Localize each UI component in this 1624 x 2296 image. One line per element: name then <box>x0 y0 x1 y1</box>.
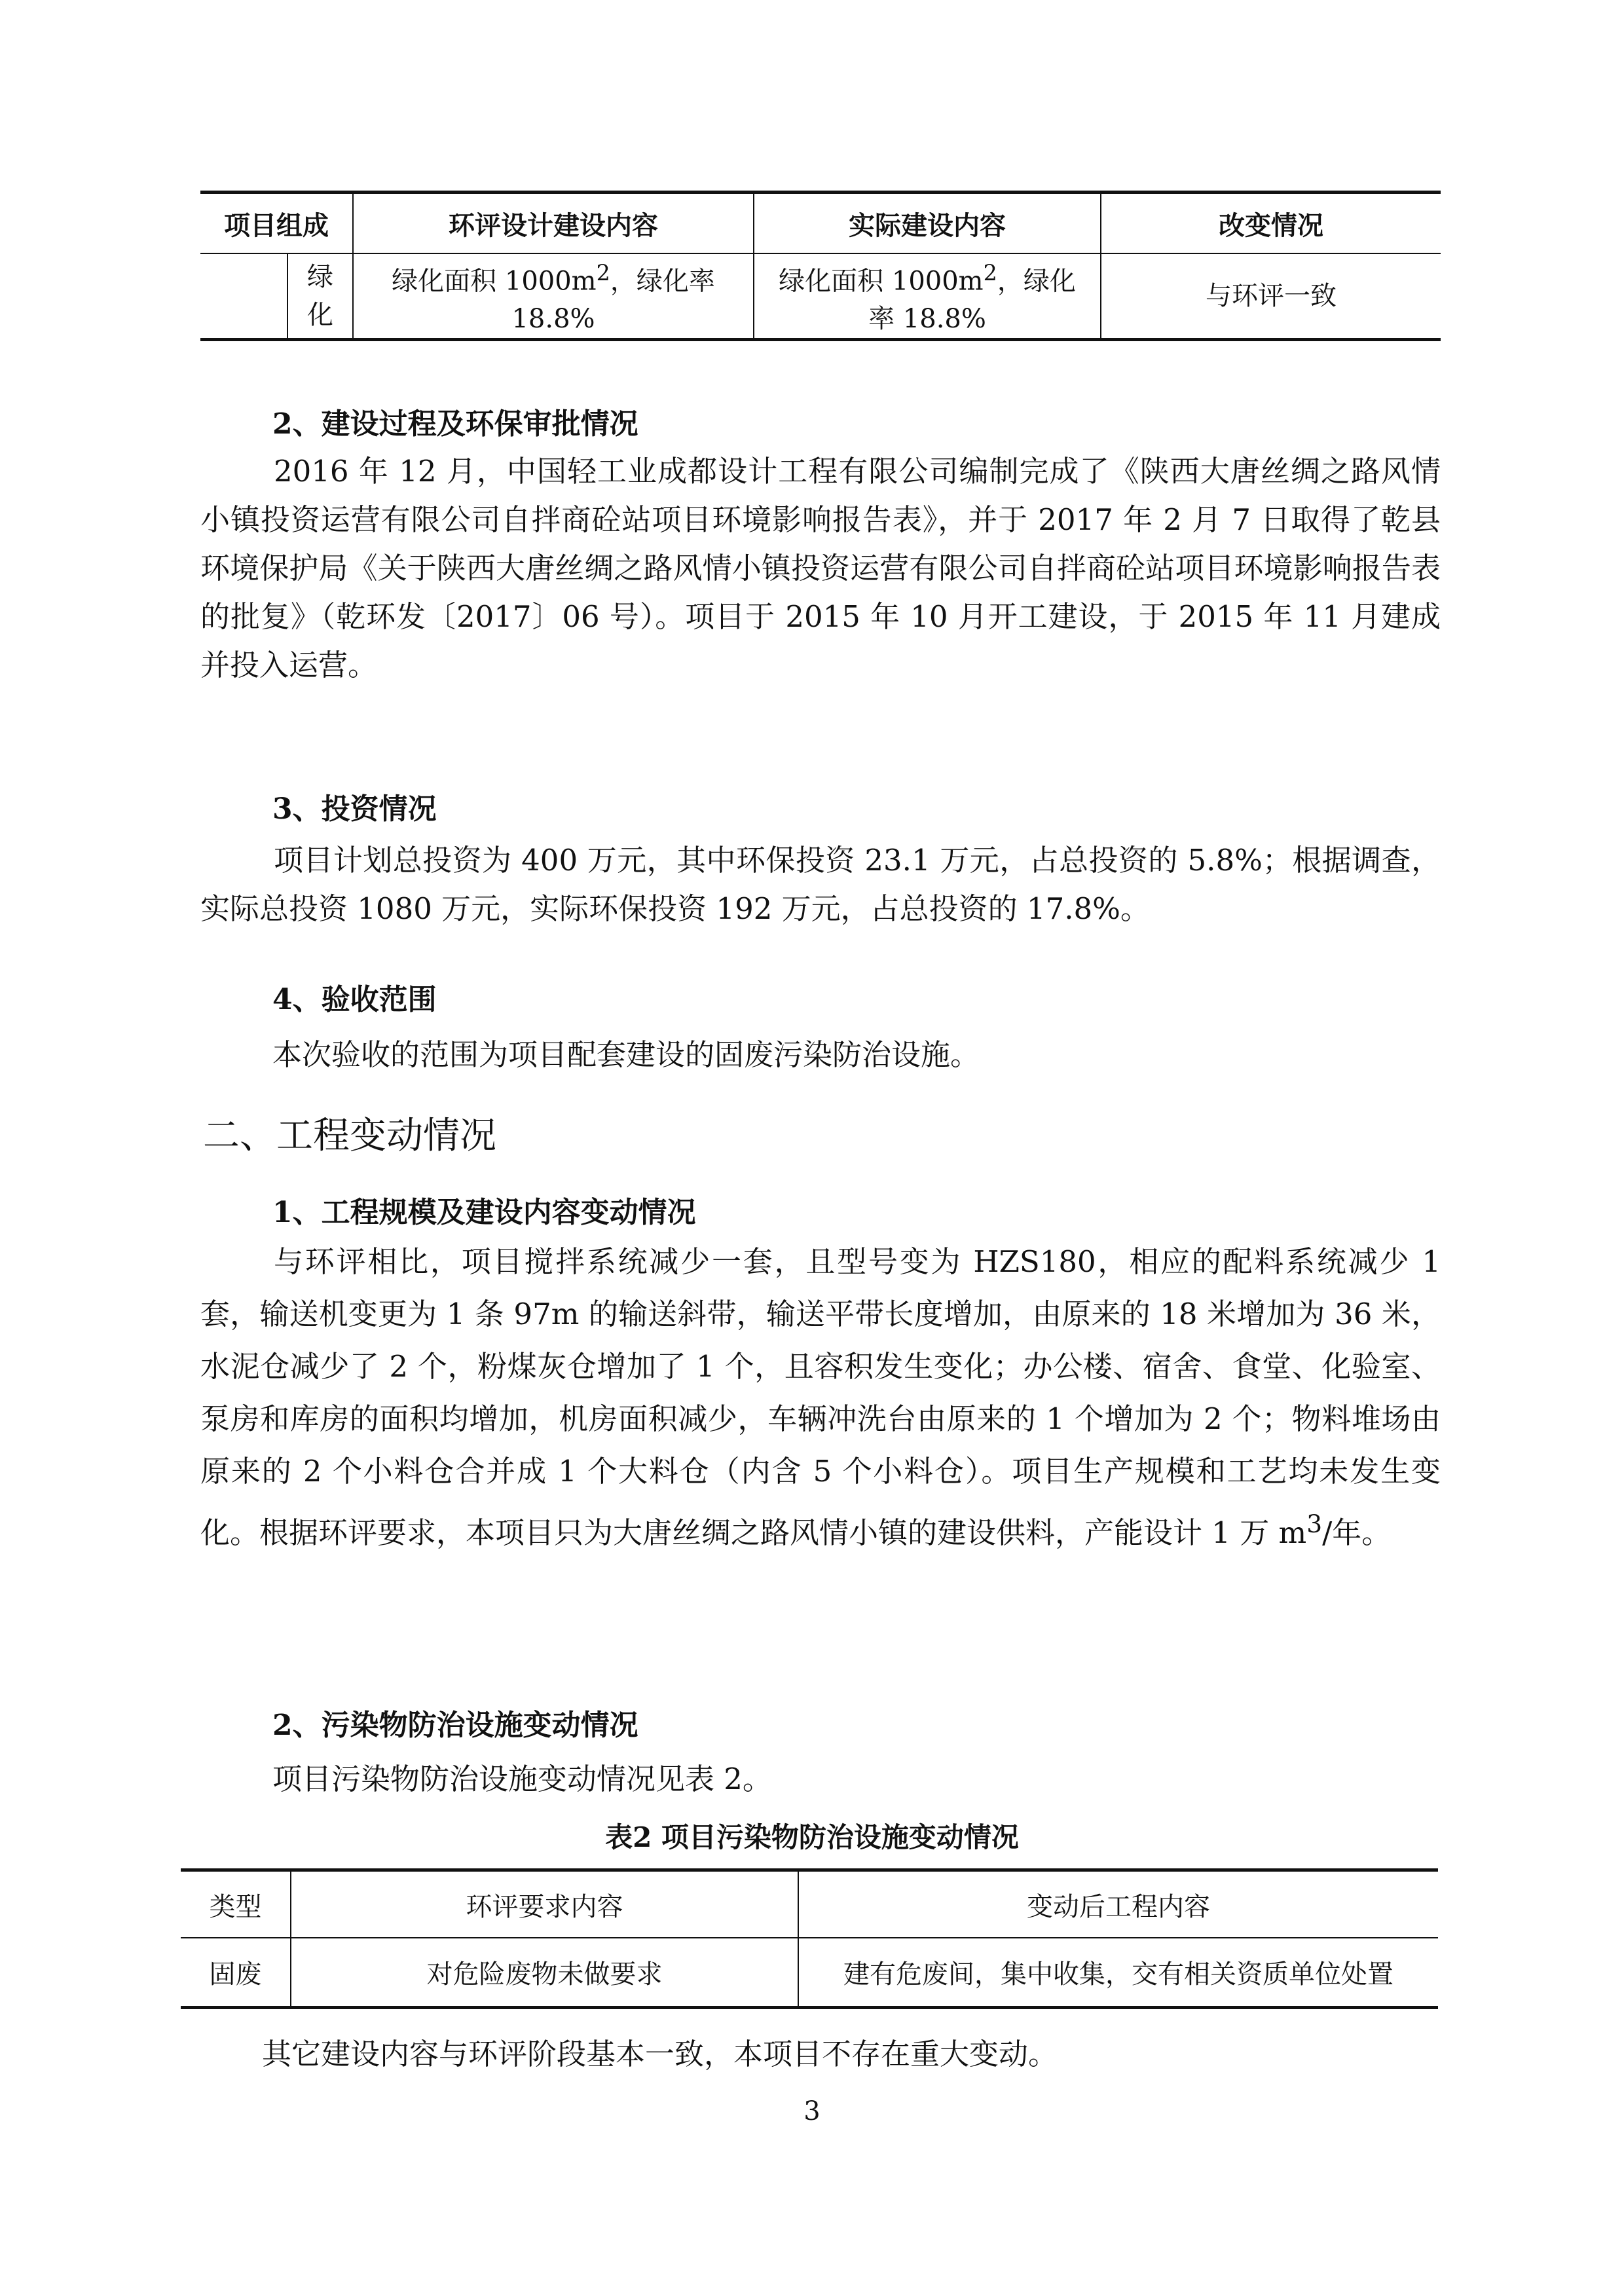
table-row <box>200 253 1441 340</box>
pollution-facility-table <box>181 1868 1438 2009</box>
table-header-cell: 类型 <box>181 1870 291 1938</box>
category-char: 化 <box>307 300 333 331</box>
table-header-cell: 变动后工程内容 <box>798 1870 1438 1938</box>
table-cell: 固废 <box>209 1959 262 1990</box>
paragraph-changes <box>200 1236 1441 1559</box>
table-header-cell: 环评设计建设内容 <box>353 193 754 254</box>
section-heading-investment: 3、投资情况 <box>272 792 437 826</box>
table-cell-design <box>353 253 754 340</box>
table-cell-actual <box>754 253 1101 340</box>
category-char: 绿 <box>307 262 333 293</box>
paragraph-investment: 项目计划总投资为 400 万元，其中环保投资 23.1 万元，占总投资的 5.8%；根据调查，实际总投资 1080 万元，实际环保投资 192 万元，占总投资的 17.8%。 <box>200 843 1441 926</box>
chapter-heading: 二、工程变动情况 <box>203 1115 496 1157</box>
paragraph-changes-tail: /年。 <box>1322 1515 1392 1550</box>
table-header-cell: 环评要求内容 <box>291 1870 798 1938</box>
table-cell-empty <box>200 253 287 340</box>
page-number: 3 <box>803 2096 821 2126</box>
superscript: 2 <box>983 260 997 286</box>
table-header-row <box>200 193 1441 254</box>
section-heading-pollution: 2、污染物防治设施变动情况 <box>272 1709 638 1742</box>
section-heading-changes: 1、工程规模及建设内容变动情况 <box>272 1196 696 1229</box>
design-text: 绿化面积 1000m <box>392 266 597 297</box>
table-cell: 建有危废间，集中收集，交有相关资质单位处置 <box>798 1938 1438 2008</box>
closing-paragraph: 其它建设内容与环评阶段基本一致，本项目不存在重大变动。 <box>262 2037 1058 2071</box>
actual-tail: ，绿化 <box>997 266 1076 297</box>
table-header-cell: 改变情况 <box>1101 193 1441 254</box>
superscript: 2 <box>596 260 610 286</box>
table-row <box>181 1938 1438 2008</box>
superscript: 3 <box>1306 1509 1323 1538</box>
table-cell: 对危险废物未做要求 <box>291 1938 798 2008</box>
paragraph-changes-text: 与环评相比，项目搅拌系统减少一套，且型号变为 HZS180，相应的配料系统减少 1 套，输送机变更为 1 条 97m 的输送斜带，输送平带长度增加，由原来的 18 米增加为 36 米，水泥仓减少了 2 个，粉煤灰仓增加了 1 个，且容积发生变化；办公楼、宿舍、食堂、化验室、泵房和库房的面积均增加，机房面积减少，车辆冲洗台由原来的 1 个增加为 2 个；物料堆场由原来的 2 个小料仓合并成 1 个大料仓（内含 5 个小料仓）。项目生产规模和工艺均未发生变化。根据环评要求，本项目只为大唐丝绸之路风情小镇的建设供料，产能设计 1 万 m <box>200 1244 1441 1550</box>
table-header-cell: 实际建设内容 <box>754 193 1101 254</box>
project-composition-table <box>200 191 1441 341</box>
section-heading-scope: 4、验收范围 <box>272 983 437 1016</box>
table-cell-category <box>287 253 353 340</box>
section-heading-approval: 2、建设过程及环保审批情况 <box>272 407 638 441</box>
table-header-row <box>181 1870 1438 1938</box>
paragraph-scope: 本次验收的范围为项目配套建设的固废污染防治设施。 <box>272 1037 980 1072</box>
table-cell-change: 与环评一致 <box>1101 253 1441 340</box>
paragraph-pollution-intro: 项目污染物防治设施变动情况见表 2。 <box>272 1762 772 1796</box>
table-caption-text: 表2 项目污染物防治设施变动情况 <box>605 1821 1019 1853</box>
table-header-cell: 项目组成 <box>200 193 353 254</box>
design-tail: ，绿化率 18.8% <box>511 266 715 335</box>
table-caption <box>0 1816 1624 1855</box>
paragraph-approval: 2016 年 12 月，中国轻工业成都设计工程有限公司编制完成了《陕西大唐丝绸之路风情小镇投资运营有限公司自拌商砼站项目环境影响报告表》，并于 2017 年 2 月 7 日取得了乾县环境保护局《关于陕西大唐丝绸之路风情小镇投资运营有限公司自拌商砼站项目环境影响报告表的批复》（乾环发〔2017〕06 号）。项目于 2015 年 10 月开工建设，于 2015 年 11 月建成并投入运营。 <box>200 454 1441 682</box>
actual-text-line2: 率 18.8% <box>868 304 986 335</box>
actual-text: 绿化面积 1000m <box>779 266 984 297</box>
